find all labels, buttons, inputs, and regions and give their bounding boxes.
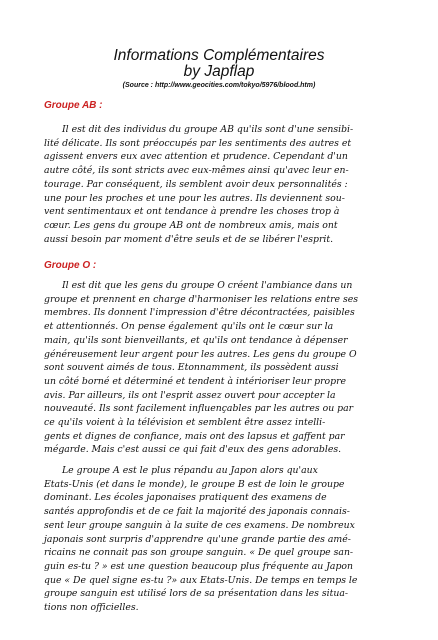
text-line: santés approfondis et de ce fait la majorité des japonais connais- — [44, 506, 350, 518]
section-heading-groupe-ab: Groupe AB : — [44, 100, 103, 111]
text-line: Le groupe A est le plus répandu au Japon alors qu'aux — [62, 465, 318, 476]
text-line: groupe sanguin est utilisé lors de sa présentation dans les situa- — [44, 588, 349, 600]
text-line: sent leur groupe sanguin à la suite de ces examens. De nombreux — [44, 519, 355, 531]
section-heading-groupe-o: Groupe O : — [44, 260, 97, 271]
text-line: mégarde. Mais c'est aussi ce qui fait d'eux des gens adorables. — [44, 444, 342, 456]
text-line: agissent envers eux avec attention et prudence. Cependant d'un — [44, 151, 348, 163]
text-line: un côté borné et déterminé et tendent à intérioriser leur propre — [44, 375, 347, 387]
text-line: généreusement leur argent pour les autres. Les gens du groupe O — [44, 348, 357, 360]
text-line: avis. Par ailleurs, ils ont l'esprit assez ouvert pour accepter la — [44, 389, 336, 401]
text-line: sont souvent aimés de tous. Etonnamment, ils possèdent aussi — [44, 362, 339, 374]
paragraph-groupe-japon — [44, 464, 396, 615]
text-line: cœur. Les gens du groupe AB ont de nombreux amis, mais ont — [44, 219, 338, 231]
text-line: Etats-Unis (et dans le monde), le groupe B est de loin le groupe — [44, 478, 345, 490]
text-line: une pour les proches et une pour les autres. Ils deviennent sou- — [44, 192, 345, 204]
text-line: nouveauté. Ils sont facilement influençables par les autres ou par — [44, 403, 354, 415]
text-line: guin es-tu ? » est une question beaucoup plus fréquente au Japon — [44, 560, 354, 572]
paragraph-groupe-ab — [44, 123, 396, 246]
text-line: autre côté, ils sont stricts avec eux-mêmes ainsi qu'avec leur en- — [44, 165, 349, 177]
paragraph-groupe-o — [44, 279, 396, 457]
text-line: que « De quel signe es-tu ?» aux Etats-Unis. De temps en temps le — [44, 574, 358, 586]
document-author: by Japflap — [183, 63, 255, 80]
text-line: lité délicate. Ils sont préoccupés par les sentiments des autres et — [44, 137, 352, 149]
text-line: aussi besoin par moment d'être seuls et de se libérer l'esprit. — [44, 233, 334, 245]
text-line: main, qu'ils sont bienveillants, et qu'ils ont tendance à dépenser — [44, 334, 348, 346]
text-line: dominant. Les écoles japonaises pratiquent des examens de — [44, 492, 327, 504]
text-line: gents et dignes de confiance, mais ont des lapsus et gaffent par — [44, 430, 345, 442]
text-line: vent sentimentaux et ont tendance à prendre les choses trop à — [44, 206, 340, 218]
text-line: groupe et prennent en charge d'harmoniser les relations entre ses — [44, 293, 359, 305]
text-line: tions non officielles. — [44, 602, 139, 614]
text-line: ce qu'ils voient à la télévision et semblent être assez intelli- — [44, 417, 326, 429]
document-title: Informations Complémentaires — [113, 47, 325, 64]
text-line: japonais sont surpris d'apprendre qu'une grande partie des amé- — [44, 533, 351, 545]
text-line: tourage. Par conséquent, ils semblent avoir deux personnalités : — [44, 178, 348, 190]
text-line: Il est dit que les gens du groupe O créent l'ambiance dans un — [62, 280, 353, 291]
text-line: et attentionnés. On pense également qu'ils ont le cœur sur la — [44, 321, 334, 333]
text-line: ricains ne connait pas son groupe sanguin. « De quel groupe san- — [44, 547, 354, 559]
source-citation: (Source : http://www.geocities.com/tokyo/5976/blood.htm) — [122, 82, 316, 89]
text-line: Il est dit des individus du groupe AB qu'ils sont d'une sensibi- — [62, 124, 354, 135]
text-line: membres. Ils donnent l'impression d'être décontractées, paisibles — [44, 307, 355, 319]
